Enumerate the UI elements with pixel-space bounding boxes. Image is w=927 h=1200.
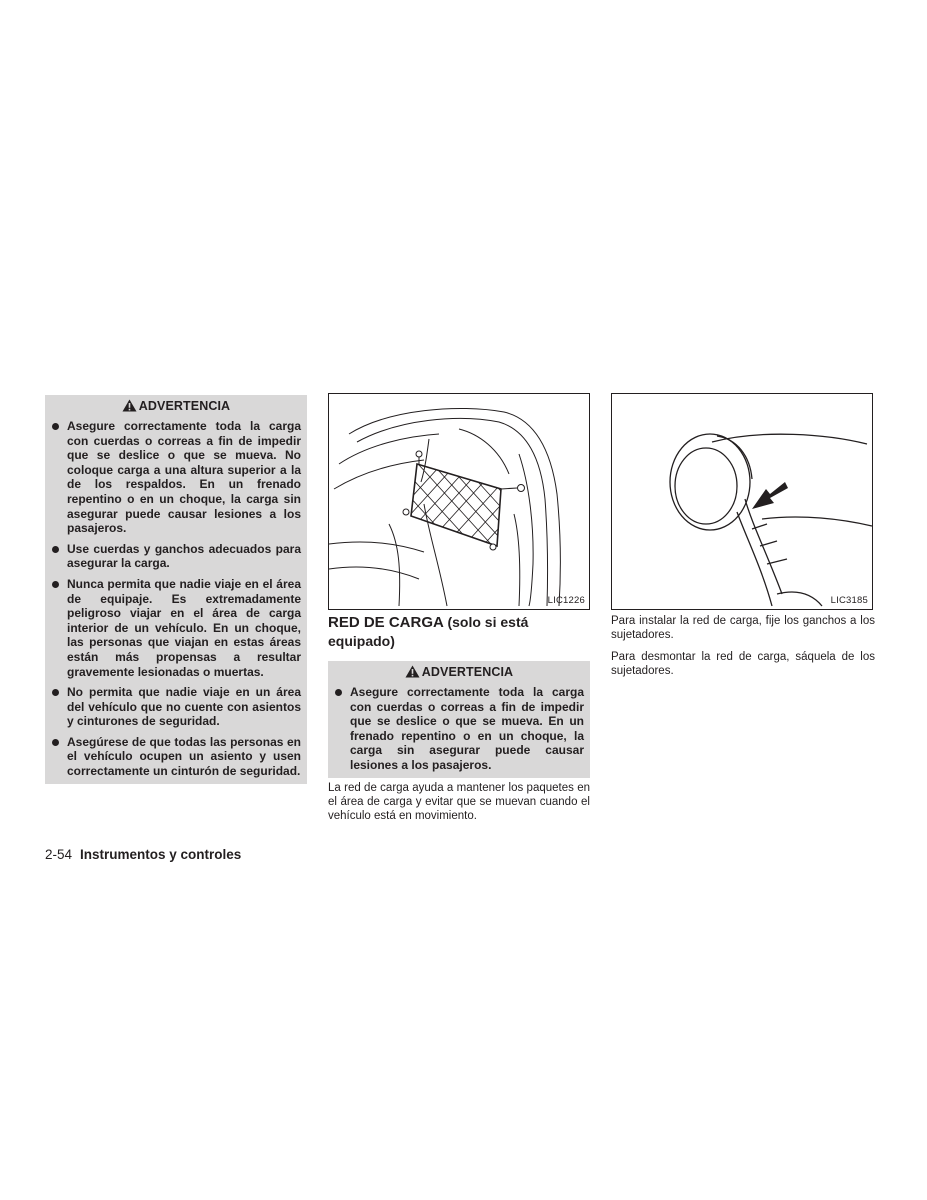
warning-item [51,685,301,729]
warning-item-text: Use cuerdas y ganchos adecuados para asegurar la carga. [67,541,301,571]
page-number: 2-54 [45,847,73,862]
warning-item-text: Asegure correctamente toda la carga con cuerdas o correas a fin de impedir que se deslice o que se mueva. En un frenado repentino o en un choque, la carga sin asegurar puede causar lesiones a los pasajeros. [350,685,584,772]
section-title [328,613,590,651]
page-footer [45,847,241,862]
warning-item [51,577,301,679]
right-paragraph-block [611,614,875,678]
warning-item [51,735,301,779]
middle-warning-box [328,661,590,778]
section-title-sub: (solo si está equipado) [328,614,529,649]
bullet-icon [52,546,59,553]
warning-item [334,685,584,773]
figure-code: LIC3185 [830,595,868,606]
middle-paragraph-block [328,781,590,823]
figure-code: LIC1226 [547,595,585,606]
warning-triangle-icon [405,665,420,681]
section-title-main: RED DE CARGA [328,614,444,631]
bullet-icon [52,581,59,588]
cargo-area-illustration [329,394,589,609]
bullet-icon [52,739,59,746]
bullet-icon [335,689,342,696]
warning-item [51,542,301,571]
warning-title [334,665,584,681]
warning-triangle-icon [122,399,137,415]
warning-title-text: ADVERTENCIA [138,399,231,413]
left-warning-list [51,419,301,779]
footer-section-title: Instrumentos y controles [80,847,242,862]
hook-fastener-illustration [612,394,872,609]
section-heading [328,613,590,651]
warning-item-text: Asegúrese de que todas las personas en el vehículo ocupen un asiento y usen correctamente un cinturón de seguridad. [67,734,301,779]
middle-warning-list [334,685,584,773]
bullet-icon [52,689,59,696]
warning-title [51,399,301,415]
warning-item-text: Asegure correctamente toda la carga con cuerdas o correas a fin de impedir que se deslice o que se mueva. No coloque carga a una altura superior a la de los respaldos. En un frenado repentino o en un choque, la carga sin asegurar puede causar lesiones a los pasajeros. [67,419,301,536]
left-warning-box [45,395,307,784]
body-paragraph: Para desmontar la red de carga, sáquela de los sujetadores. [611,651,875,677]
arrow-icon [752,482,788,509]
cargo-net-figure [328,393,590,610]
body-paragraph: La red de carga ayuda a mantener los paquetes en el área de carga y evitar que se muevan cuando el vehículo está en movimiento. [328,782,590,822]
warning-item [51,419,301,536]
fastener-figure [611,393,873,610]
warning-item-text: Nunca permita que nadie viaje en el área de equipaje. Es extremadamente peligroso viajar en el área de carga interior de un vehículo. En un choque, las personas que viajan en estas áreas están más propensas a resultar gravemente lesionadas o muertas. [67,576,301,679]
warning-item-text: No permita que nadie viaje en un área del vehículo que no cuente con asientos y cinturones de seguridad. [67,685,301,729]
warning-title-text: ADVERTENCIA [421,665,514,679]
body-paragraph: Para instalar la red de carga, fije los ganchos a los sujetadores. [611,615,875,641]
bullet-icon [52,423,59,430]
